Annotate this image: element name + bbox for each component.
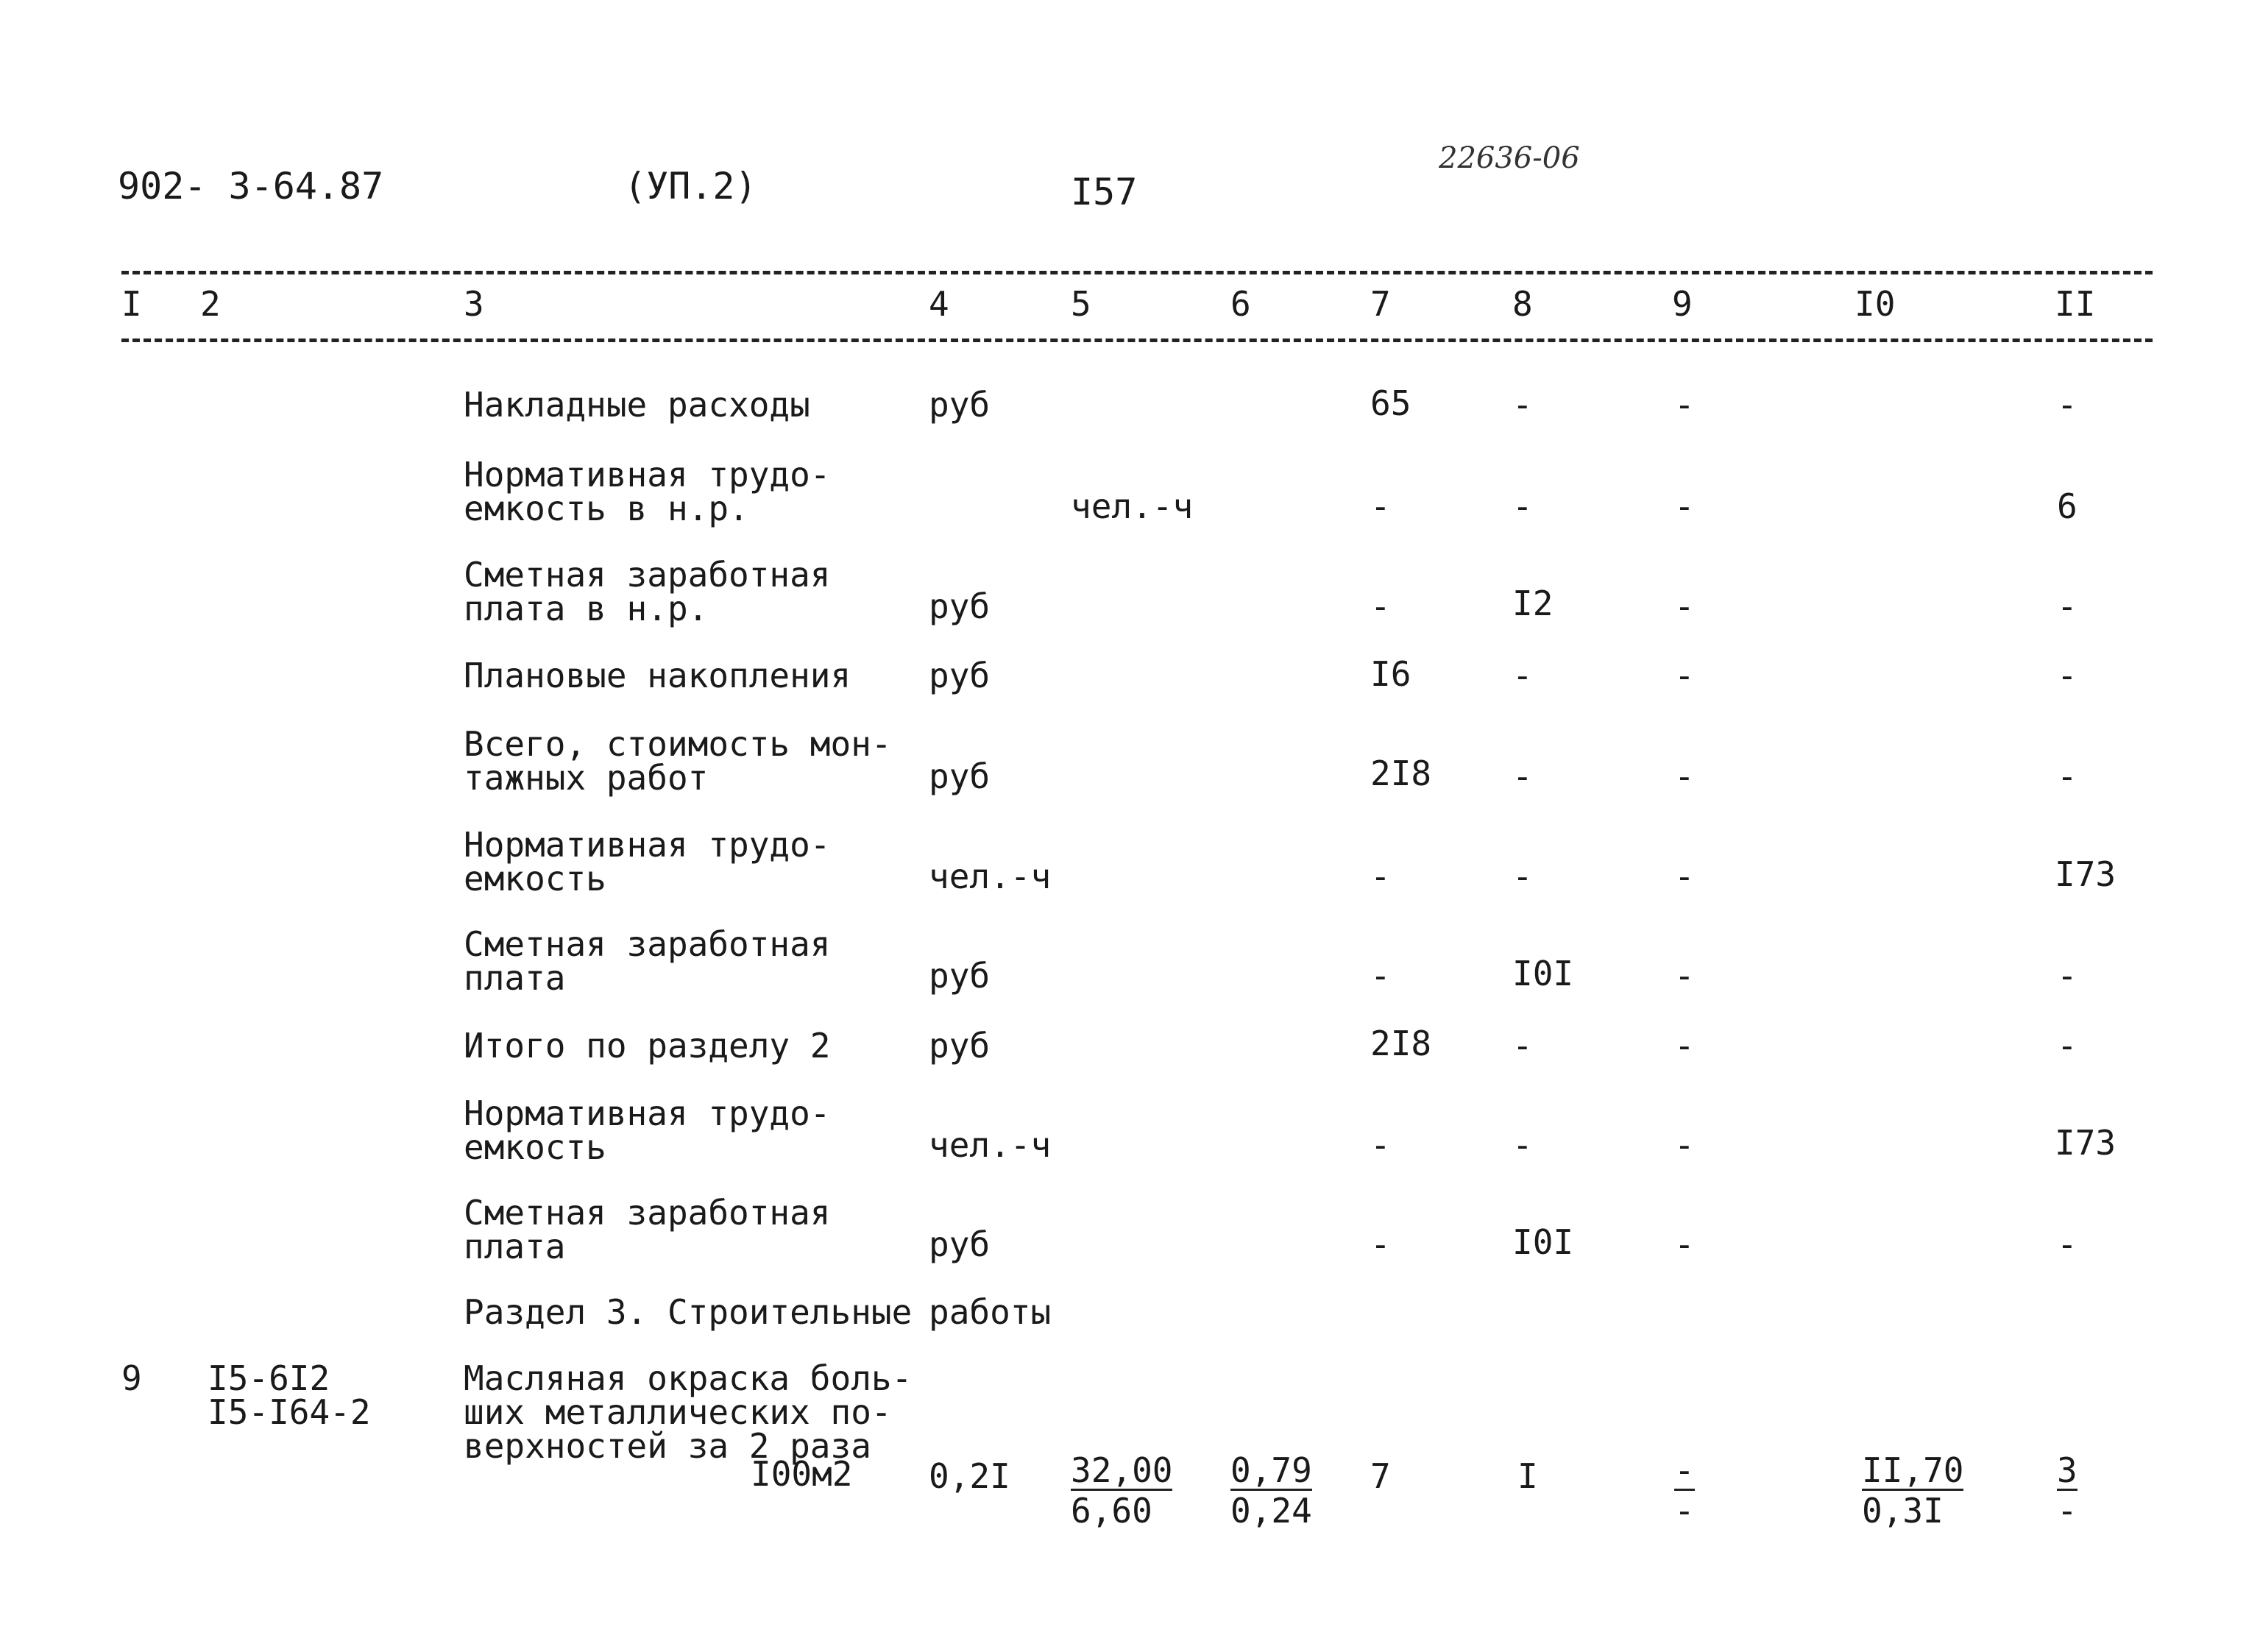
- column-header-5: 5: [1071, 284, 1091, 324]
- row-col8: -: [1512, 656, 1533, 695]
- column-header-1: I: [121, 284, 142, 324]
- row-col6-fraction: [1230, 1450, 1312, 1531]
- page-number: I57: [1071, 171, 1138, 213]
- row-col11: -: [2057, 756, 2077, 796]
- row-unit: чел.-ч: [929, 857, 1052, 896]
- col9-top: -: [1674, 1450, 1695, 1490]
- row-col9: -: [1674, 385, 1695, 425]
- row-label: Всего, стоимость мон- тажных работ: [464, 724, 892, 798]
- row-col8: -: [1512, 857, 1533, 896]
- row-col8: -: [1512, 486, 1533, 526]
- row-col11: -: [2057, 586, 2077, 626]
- row-col9-fraction: [1674, 1450, 1695, 1531]
- column-header-8: 8: [1512, 284, 1533, 324]
- column-header-2: 2: [200, 284, 221, 324]
- row-col10-fraction: [1862, 1450, 1964, 1531]
- row-col11: 6: [2057, 486, 2077, 526]
- row-codes: I5-6I2 I5-I64-2: [208, 1358, 371, 1432]
- row-col7: -: [1370, 1125, 1391, 1165]
- row-col7: -: [1370, 586, 1391, 626]
- row-unit: чел.-ч: [1071, 486, 1194, 526]
- col9-bottom: -: [1674, 1491, 1695, 1531]
- row-label: Сметная заработная плата: [464, 1193, 831, 1266]
- row-unit: чел.-ч: [929, 1125, 1052, 1165]
- section-title-part1: Раздел 3. Строительные: [464, 1292, 913, 1332]
- section-code: (УП.2): [624, 165, 757, 208]
- row-col11: -: [2057, 1026, 2077, 1066]
- row-col8: -: [1512, 1026, 1533, 1066]
- col6-top: 0,79: [1230, 1450, 1312, 1490]
- row-label: Нормативная трудо- емкость в н.р.: [464, 455, 831, 528]
- row-col5-fraction: [1071, 1450, 1173, 1531]
- row-col7: 2I8: [1370, 754, 1432, 793]
- row-col8: -: [1512, 385, 1533, 425]
- section-title-part2: работы: [929, 1292, 1052, 1332]
- row-label: Плановые накопления: [464, 656, 851, 695]
- row-col7: -: [1370, 956, 1391, 996]
- column-header-3: 3: [464, 284, 484, 324]
- row-label: Накладные расходы: [464, 385, 810, 425]
- col11-top: 3: [2057, 1450, 2077, 1490]
- row-col9: -: [1674, 1224, 1695, 1264]
- column-header-9: 9: [1672, 284, 1693, 324]
- row-label: Сметная заработная плата: [464, 924, 831, 998]
- row-col11: I73: [2055, 1123, 2116, 1163]
- row-unit: руб: [929, 956, 991, 996]
- row-col7: 7: [1370, 1456, 1391, 1496]
- row-col9: -: [1674, 1026, 1695, 1066]
- row-col7: -: [1370, 486, 1391, 526]
- row-number: 9: [121, 1358, 142, 1398]
- row-label: Нормативная трудо- емкость: [464, 1093, 831, 1167]
- row-col7: I6: [1370, 654, 1411, 694]
- col10-top: II,70: [1862, 1450, 1964, 1490]
- row-col7: 2I8: [1370, 1024, 1432, 1063]
- document-code: 902- 3-64.87: [118, 165, 384, 208]
- row-col8: I0I: [1512, 1222, 1574, 1262]
- row-col11: -: [2057, 956, 2077, 996]
- handwritten-number: 22636-06: [1439, 141, 1580, 175]
- row-unit: руб: [929, 656, 991, 695]
- row-col7: -: [1370, 857, 1391, 896]
- row-col7: -: [1370, 1224, 1391, 1264]
- row-col8: I0I: [1512, 954, 1574, 993]
- header-top-rule: [121, 271, 2153, 274]
- row-unit: руб: [929, 385, 991, 425]
- row-col9: -: [1674, 586, 1695, 626]
- header-bottom-rule: [121, 338, 2153, 342]
- row-col8: -: [1512, 1125, 1533, 1165]
- column-header-7: 7: [1370, 284, 1391, 324]
- row-col9: -: [1674, 857, 1695, 896]
- row-label: Нормативная трудо- емкость: [464, 825, 831, 898]
- row-col8: I2: [1512, 584, 1554, 623]
- row-label: Сметная заработная плата в н.р.: [464, 555, 831, 628]
- row-col9: -: [1674, 956, 1695, 996]
- row-col11: -: [2057, 385, 2077, 425]
- row-col11: -: [2057, 1224, 2077, 1264]
- row-col9: -: [1674, 486, 1695, 526]
- col5-bottom: 6,60: [1071, 1491, 1152, 1531]
- row-col7: 65: [1370, 383, 1411, 423]
- row-col8: I: [1517, 1456, 1538, 1496]
- column-header-4: 4: [929, 284, 949, 324]
- row-col11: I73: [2055, 854, 2116, 894]
- row-quantity: 0,2I: [929, 1456, 1010, 1496]
- row-label: Итого по разделу 2: [464, 1026, 831, 1066]
- row-unit: руб: [929, 1224, 991, 1264]
- col5-top: 32,00: [1071, 1450, 1173, 1490]
- row-col11-fraction: [2057, 1450, 2077, 1531]
- row-label: Масляная окраска боль- ших металлических по- верхностей за 2 раза: [464, 1358, 913, 1466]
- row-unit: I00м2: [751, 1454, 853, 1494]
- col6-bottom: 0,24: [1230, 1491, 1312, 1531]
- column-header-10: I0: [1855, 284, 1896, 324]
- row-unit: руб: [929, 586, 991, 626]
- column-header-6: 6: [1230, 284, 1251, 324]
- col11-bottom: -: [2057, 1491, 2077, 1531]
- row-col8: -: [1512, 756, 1533, 796]
- row-col9: -: [1674, 1125, 1695, 1165]
- column-header-11: II: [2055, 284, 2096, 324]
- row-col9: -: [1674, 756, 1695, 796]
- row-unit: руб: [929, 1026, 991, 1066]
- col10-bottom: 0,3I: [1862, 1491, 1944, 1531]
- row-col9: -: [1674, 656, 1695, 695]
- row-unit: руб: [929, 756, 991, 796]
- row-col11: -: [2057, 656, 2077, 695]
